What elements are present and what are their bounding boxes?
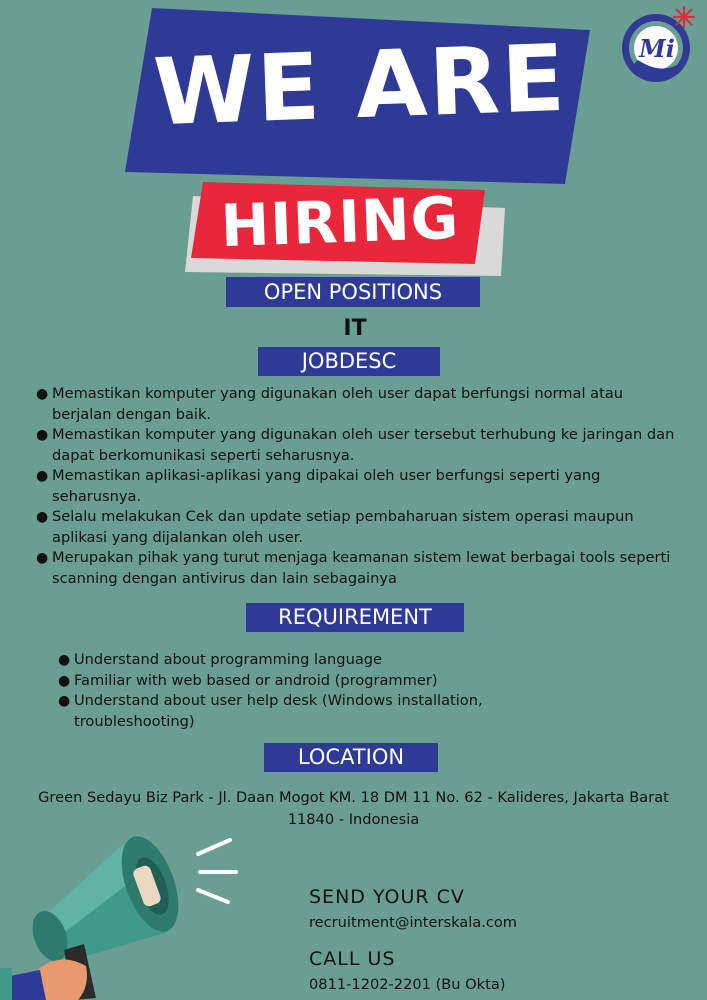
list-item (36, 466, 682, 507)
megaphone-icon (0, 800, 300, 1000)
list-item (58, 650, 594, 671)
list-item (36, 507, 682, 548)
send-cv-heading: SEND YOUR CV (309, 886, 465, 908)
requirement-list (58, 650, 594, 732)
jobdesc-item-text: Selalu melakukan Cek dan update setiap pembaharuan sistem operasi maupun aplikasi yang dijalankan oleh user. (52, 508, 634, 546)
jobdesc-item-text: Memastikan komputer yang digunakan oleh user dapat berfungsi normal atau berjalan dengan baik. (52, 385, 624, 423)
call-us-heading: CALL US (309, 948, 396, 970)
bullet-icon: ● (36, 509, 49, 525)
jobdesc-label: JOBDESC (258, 347, 440, 376)
position-title: IT (343, 316, 367, 341)
bullet-icon: ● (36, 550, 49, 566)
requirement-label: REQUIREMENT (246, 603, 464, 632)
open-positions-label: OPEN POSITIONS (226, 277, 480, 307)
address-text: Green Sedayu Biz Park - Jl. Daan Mogot KM. 18 DM 11 No. 62 - Kalideres, Jakarta Barat 11840 - Indonesia (38, 789, 669, 828)
list-item (36, 425, 682, 466)
bullet-icon: ● (36, 427, 49, 443)
jobdesc-list (36, 384, 682, 589)
headline-hiring: HIRING (219, 183, 461, 261)
requirement-item-text: Understand about programming language (74, 651, 383, 668)
headline-we-are: WE ARE (151, 24, 569, 147)
phone-text: 0811-1202-2201 (Bu Okta) (309, 976, 506, 993)
list-item (36, 548, 682, 589)
email-text: recruitment@interskala.com (309, 914, 518, 931)
location-label: LOCATION (264, 743, 438, 772)
bullet-icon: ● (58, 652, 71, 668)
bullet-icon: ● (36, 386, 49, 402)
bullet-icon: ● (58, 672, 71, 689)
logo-letters: Mi (639, 34, 675, 63)
jobdesc-item-text: Memastikan aplikasi-aplikasi yang dipakai oleh user berfungsi seperti yang seharusnya. (52, 467, 601, 505)
list-item (58, 671, 594, 692)
interskala-logo-icon (612, 2, 704, 90)
requirement-item-text: Understand about user help desk (Windows installation, troubleshooting) (74, 692, 483, 730)
requirement-item-text: Familiar with web based or android (programmer) (74, 671, 438, 689)
bullet-icon: ● (58, 693, 71, 709)
list-item (36, 384, 682, 425)
bullet-icon: ● (36, 468, 49, 484)
list-item (58, 691, 594, 732)
jobdesc-item-text: Memastikan komputer yang digunakan oleh user tersebut terhubung ke jaringan dan dapat berkomunikasi seperti seharusnya. (52, 426, 675, 464)
jobdesc-item-text: Merupakan pihak yang turut menjaga keamanan sistem lewat berbagai tools seperti scanning dengan antivirus dan lain sebagainya (52, 549, 671, 587)
